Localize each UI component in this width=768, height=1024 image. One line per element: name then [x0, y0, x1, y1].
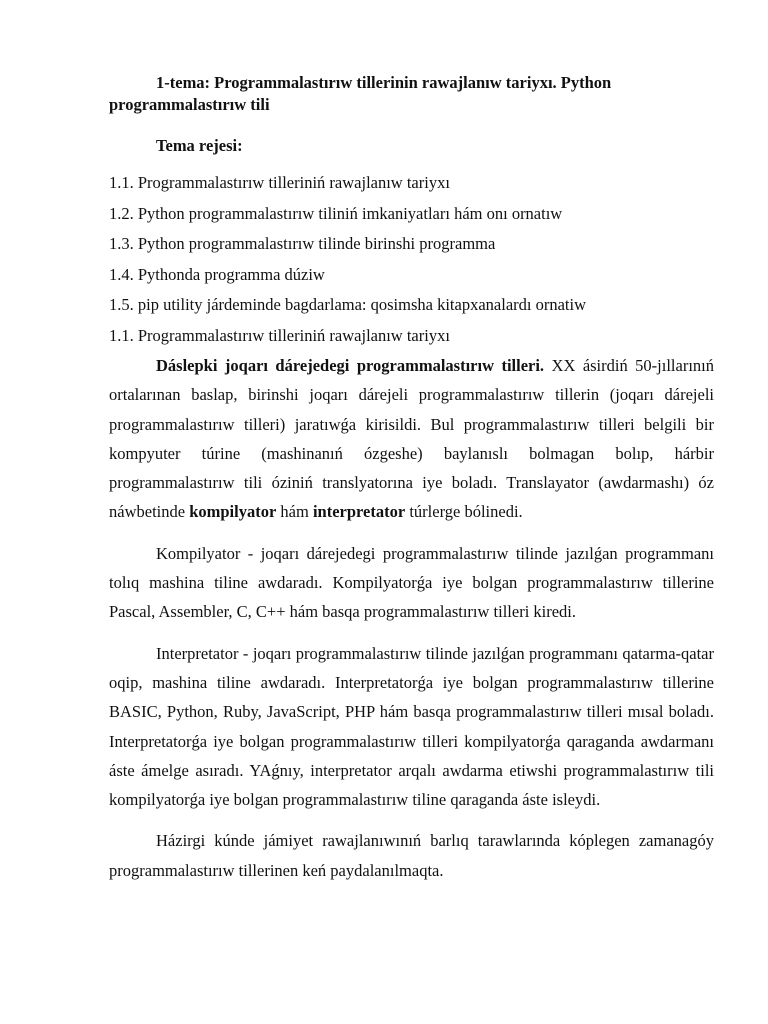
document-page — [109, 72, 714, 897]
plan-heading: Tema rejesi: — [156, 136, 243, 155]
plan-item: 1.5. pip utility járdeminde bagdarlama: qosimsha kitapxanalardı ornatiw — [109, 295, 587, 314]
plan-item: 1.3. Python programmalastırıw tilinde birinshi programma — [109, 234, 496, 253]
paragraph-text: XX ásirdiń 50-jıllarınıń ortalarınan baslap, birinshi joqarı dárejeli programmalastırıw tillerin (joqarı dárejeli programmalastırıw tilleri) jaratıwǵa kirisildi. Bul programmalastırıw tilleri belgili bir kompyuter túrine (mashinanıń ózgeshe) baylanıslı bolmagan bolıp, hárbir programmalastırıw tili óziniń translyatorına iye boladı. Translayator (awdarmashı) óz náwbetinde — [109, 356, 714, 522]
document-title: 1-tema: Programmalastırıw tillerinin rawajlanıw tariyxı. Python programmalastırıw tili — [109, 73, 612, 114]
plan-list — [109, 168, 714, 351]
paragraph-text: túrlerge bólinedi. — [405, 502, 523, 522]
plan-item: 1.1. Programmalastırıw tilleriniń rawajlanıw tariyxı — [109, 173, 450, 192]
bold-term-compiler: kompilyator — [189, 502, 277, 522]
plan-item: 1.1. Programmalastırıw tilleriniń rawajlanıw tariyxı — [109, 325, 450, 345]
paragraph-modern-use: Házirgi kúnde jámiyet rawajlanıwınıń barlıq tarawlarında kóplegen zamanagóy programmalastırıw tillerinen keń paydalanılmaqta. — [109, 831, 714, 880]
plan-item: 1.4. Pythonda programma dúziw — [109, 264, 325, 284]
plan-item: 1.2. Python programmalastırıw tiliniń imkaniyatları hám onı ornatıw — [109, 203, 563, 223]
bold-lead: Dáslepki joqarı dárejedegi programmalastırıw tilleri. — [156, 356, 545, 375]
bold-term-interpreter: interpretator — [312, 502, 406, 522]
paragraph-early-languages — [109, 351, 714, 527]
paragraph-text: hám — [276, 502, 313, 522]
paragraph-compiler: Kompilyator - joqarı dárejedegi programmalastırıw tilinde jazılǵan programmanı tolıq mashina tiline awdaradı. Kompilyatorǵa iye bolgan programmalastırıw tillerine Pascal, Assembler, C, C++ hám basqa programmalastırıw tilleri kiredi. — [109, 543, 714, 622]
paragraph-interpreter: Interpretator - joqarı programmalastırıw tilinde jazılǵan programmanı qatarma-qatar oqip, mashina tiline awdaradı. Interpretatorǵa iye bolgan programmalastırıw tillerine BASIC, Python, Ruby, JavaScript, PHP hám basqa programmalastırıw tilleri mısal boladı. Interpretatorǵa iye bolgan programmalastırıw tilleri kompilyatorǵa qaraganda awdarmanı áste ámelge asıradı. YAǵnıy, interpretator arqalı awdarma etiwshi programmalastırıw tili kompilyatorǵa iye bolgan programmalastırıw tiline qaraganda áste isleydi. — [109, 643, 714, 810]
